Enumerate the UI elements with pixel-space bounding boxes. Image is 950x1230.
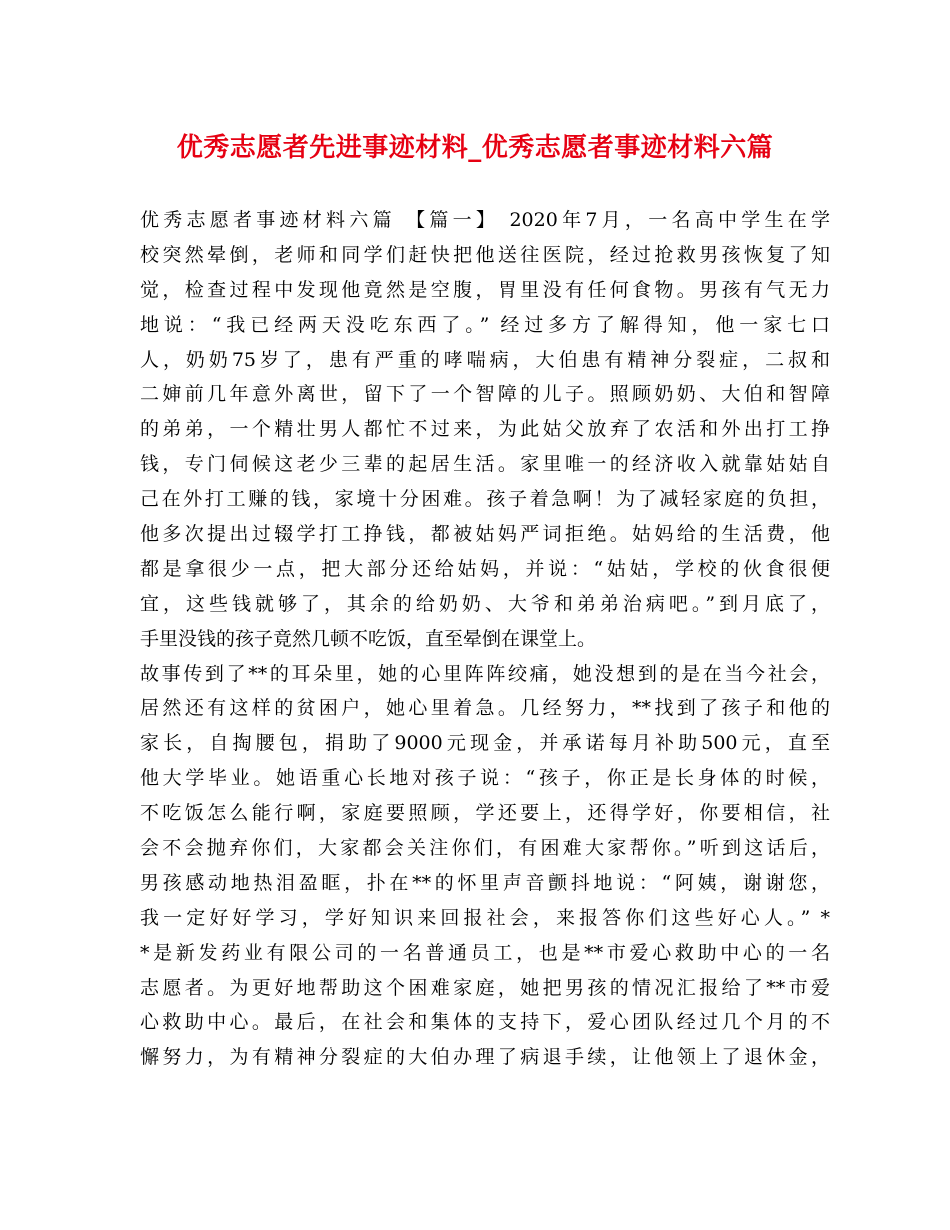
body-line: 故事传到了**的耳朵里，她的心里阵阵绞痛，她没想到的是在当今社会， [140,662,830,685]
body-line: 我一定好好学习，学好知识来回报社会，来报答你们这些好心人。” * [140,906,830,929]
body-line: 钱，专门伺候这老少三辈的起居生活。家里唯一的经济收入就靠姑姑自 [140,453,830,476]
body-line: 男孩感动地热泪盈眶，扑在**的怀里声音颤抖地说：“阿姨，谢谢您， [140,871,830,894]
body-line: 地说：“我已经两天没吃东西了。” 经过多方了解得知，他一家七口 [140,313,830,336]
body-line: 不吃饭怎么能行啊，家庭要照顾，学还要上，还得学好，你要相信，社 [140,802,830,825]
body-line: 家长，自掏腰包，捐助了9000元现金，并承诺每月补助500元，直至 [140,732,830,755]
body-line: 志愿者。为更好地帮助这个困难家庭，她把男孩的情况汇报给了**市爱 [140,976,830,999]
body-line: 的弟弟，一个精壮男人都忙不过来，为此姑父放弃了农活和外出打工挣 [140,418,830,441]
document-title: 优秀志愿者先进事迹材料_优秀志愿者事迹材料六篇 [176,133,774,163]
body-line-paragraph-end: 手里没钱的孩子竟然几顿不吃饭，直至晕倒在课堂上。 [140,627,597,650]
body-line: 宜，这些钱就够了，其余的给奶奶、大爷和弟弟治病吧。”到月底了， [140,592,830,615]
body-line: 会不会抛弃你们，大家都会关注你们，有困难大家帮你。”听到这话后， [140,837,830,860]
body-line: *是新发药业有限公司的一名普通员工，也是**市爱心救助中心的一名 [140,941,830,964]
body-line: 都是拿很少一点，把大部分还给姑妈，并说：“姑姑，学校的伙食很便 [140,557,830,580]
body-line: 二婶前几年意外离世，留下了一个智障的儿子。照顾奶奶、大伯和智障 [140,383,830,406]
body-line: 觉，检查过程中发现他竟然是空腹，胃里没有任何食物。男孩有气无力 [140,278,830,301]
body-line: 他大学毕业。她语重心长地对孩子说：“孩子，你正是长身体的时候， [140,767,830,790]
body-line: 居然还有这样的贫困户，她心里着急。几经努力，**找到了孩子和他的 [140,697,830,720]
body-line: 他多次提出过辍学打工挣钱，都被姑妈严词拒绝。姑妈给的生活费，他 [140,523,830,546]
body-line: 优秀志愿者事迹材料六篇 【篇一】 2020年7月，一名高中学生在学 [140,209,830,231]
body-line: 人，奶奶75岁了，患有严重的哮喘病，大伯患有精神分裂症，二叔和 [140,348,830,371]
body-line: 校突然晕倒，老师和同学们赶快把他送往医院，经过抢救男孩恢复了知 [140,243,830,266]
body-line: 己在外打工赚的钱，家境十分困难。孩子着急啊！为了减轻家庭的负担， [140,488,830,511]
document-body [140,203,830,1075]
body-line: 心救助中心。最后，在社会和集体的支持下，爱心团队经过几个月的不 [140,1011,830,1034]
body-line: 懈努力，为有精神分裂症的大伯办理了病退手续，让他领上了退休金， [140,1046,830,1069]
